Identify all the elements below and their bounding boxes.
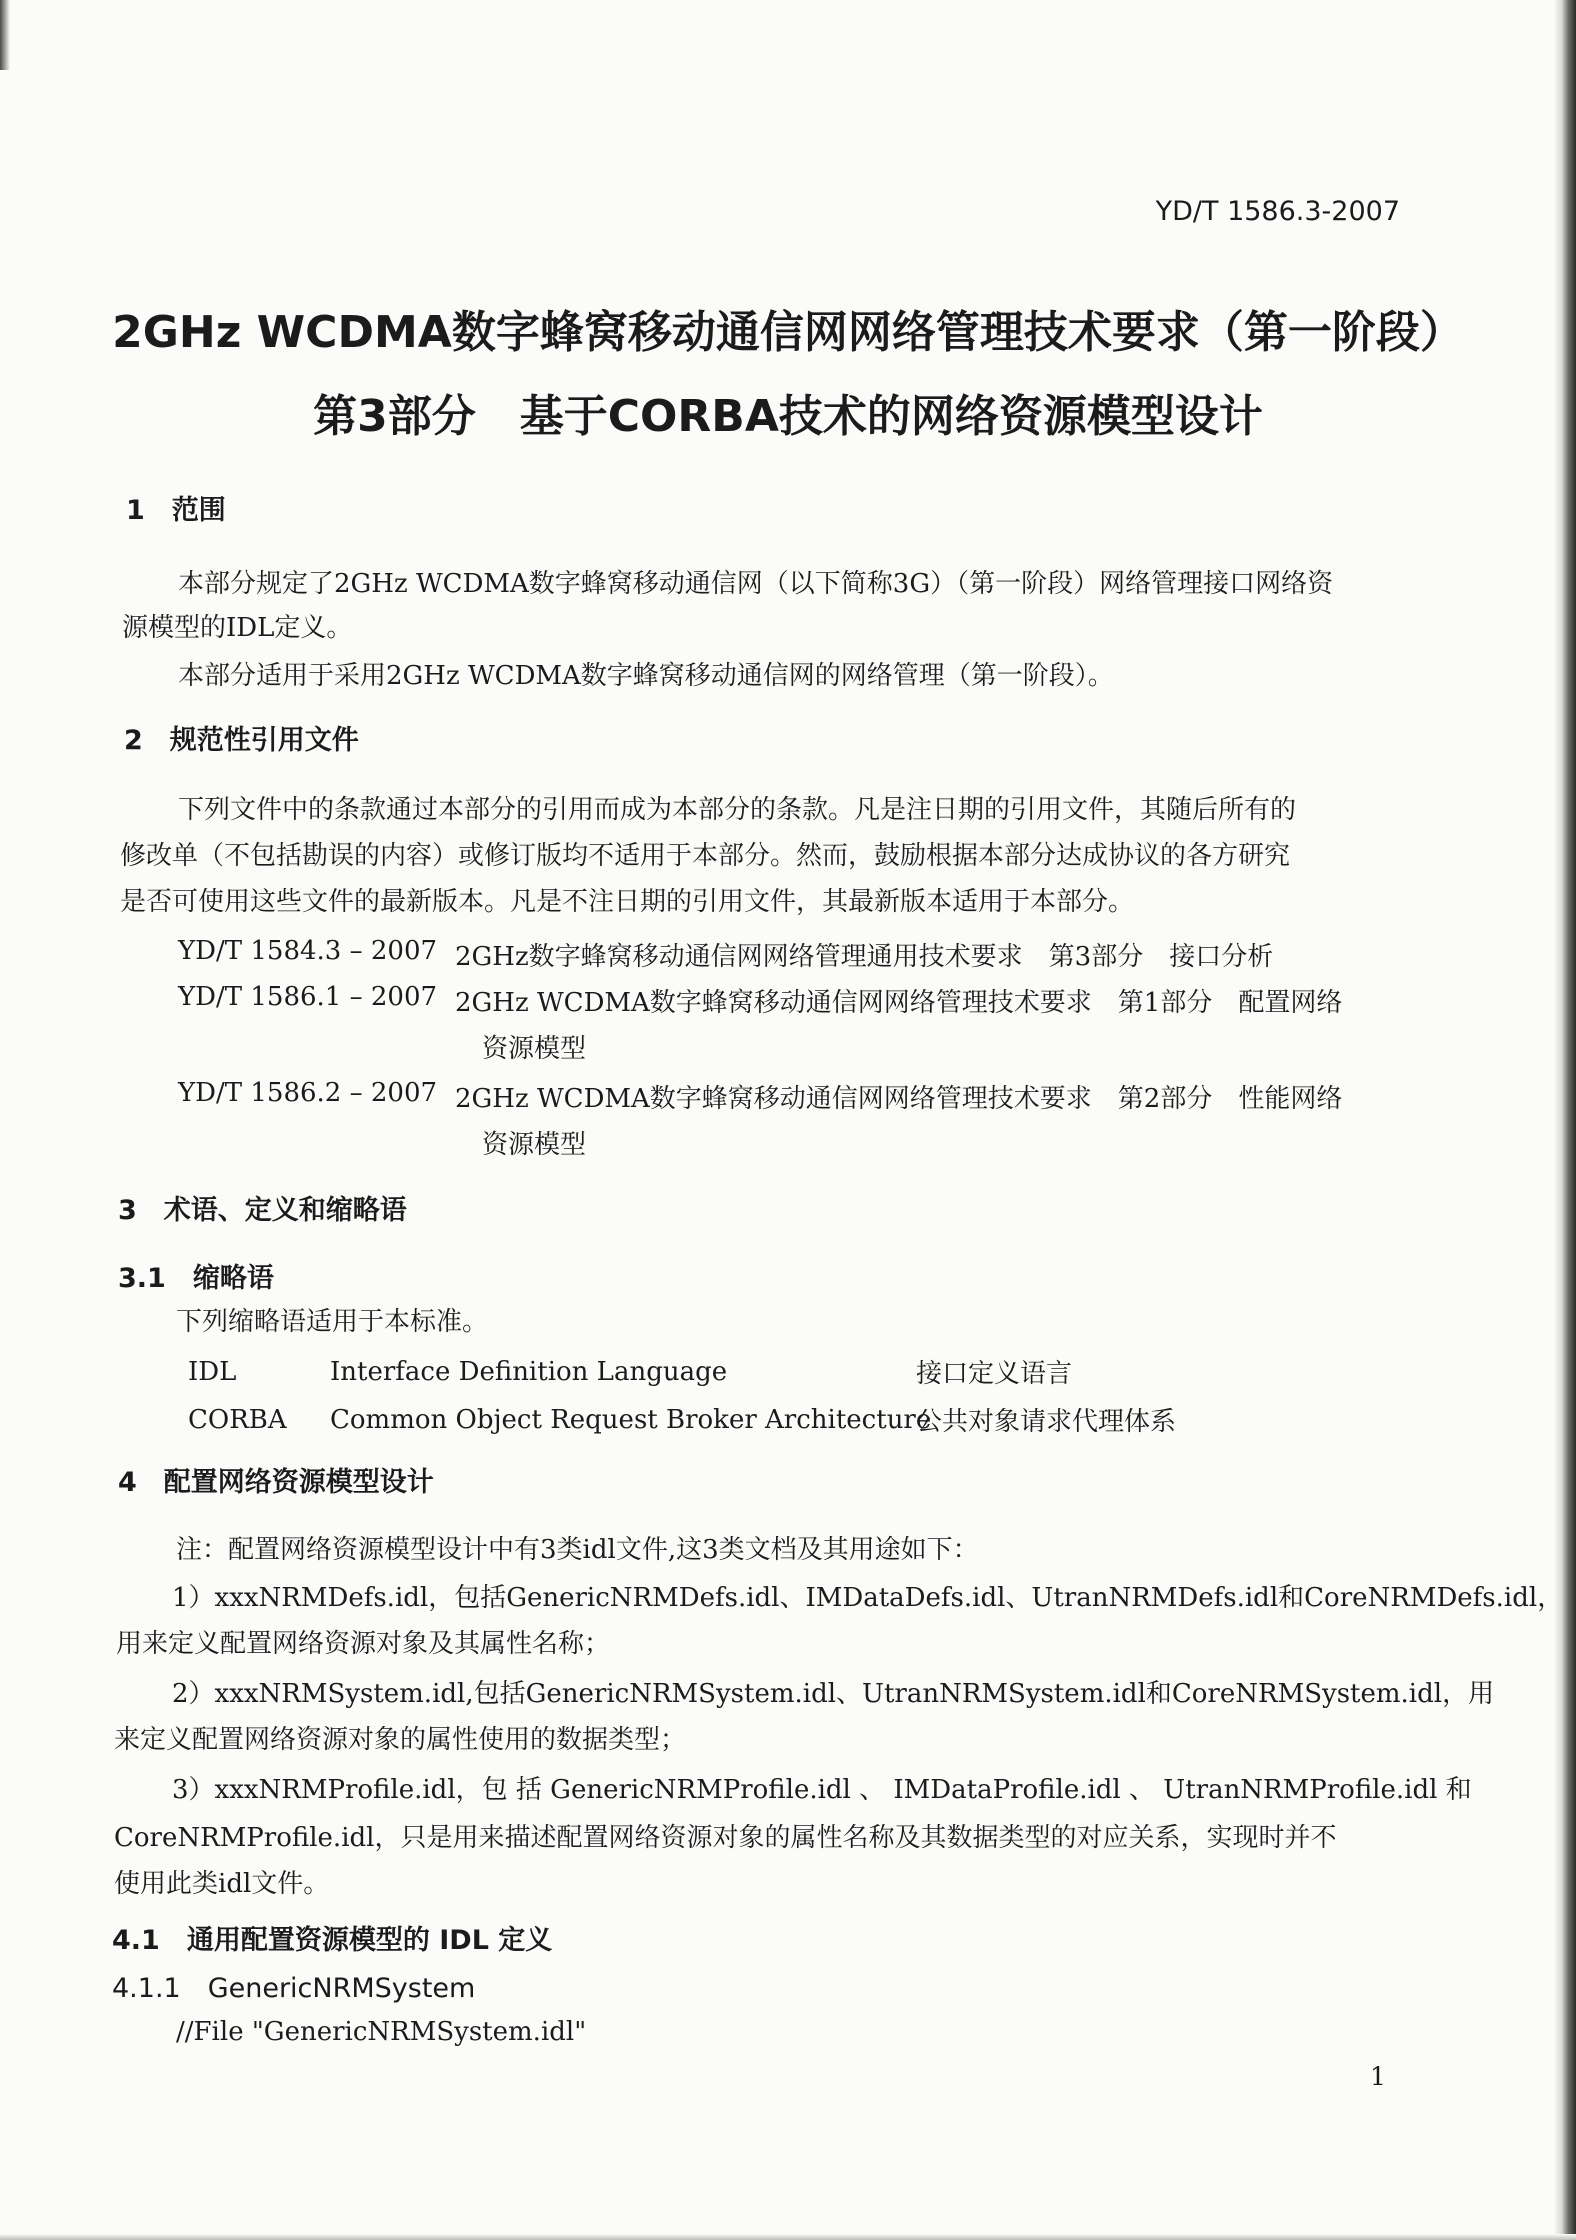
- section-2-paragraph-b: 修改单（不包括勘误的内容）或修订版均不适用于本部分。然而，鼓励根据本部分达成协议的各方研究: [120, 841, 1291, 871]
- reference-title-3: 2GHz WCDMA数字蜂窝移动通信网网络管理技术要求 第2部分 性能网络: [455, 1084, 1343, 1114]
- abbreviation-2-term: CORBA: [188, 1405, 287, 1435]
- abbreviation-1-term: IDL: [188, 1357, 237, 1387]
- section-4-heading: 4 配置网络资源模型设计: [118, 1467, 434, 1498]
- scan-shadow-left: [0, 0, 10, 70]
- document-title-line1: 2GHz WCDMA数字蜂窝移动通信网网络管理技术要求（第一阶段）: [112, 307, 1464, 358]
- section-4-item-3a: 3）xxxNRMProfile.idl，包 括 GenericNRMProfile.idl 、 IMDataProfile.idl 、 UtranNRMProfile.idl 和: [172, 1775, 1472, 1805]
- reference-title-1: 2GHz数字蜂窝移动通信网网络管理通用技术要求 第3部分 接口分析: [455, 942, 1274, 972]
- reference-title-2-continued: 资源模型: [482, 1034, 587, 1064]
- abbreviations-intro: 下列缩略语适用于本标准。: [176, 1307, 489, 1337]
- section-1-heading: 1 范围: [126, 495, 226, 526]
- scan-shadow-bottom: [0, 2234, 1576, 2240]
- section-4-item-1a: 1）xxxNRMDefs.idl，包括GenericNRMDefs.idl、IMDataDefs.idl、UtranNRMDefs.idl和CoreNRMDefs.idl，: [172, 1583, 1564, 1613]
- abbreviation-1-english: Interface Definition Language: [330, 1357, 728, 1387]
- section-3-1-heading: 3.1 缩略语: [118, 1263, 274, 1294]
- reference-code-1: YD/T 1584.3 – 2007: [178, 936, 438, 966]
- reference-code-2: YD/T 1586.1 – 2007: [178, 982, 438, 1012]
- section-2-paragraph-c: 是否可使用这些文件的最新版本。凡是不注日期的引用文件，其最新版本适用于本部分。: [120, 887, 1135, 917]
- section-1-paragraph-1a: 本部分规定了2GHz WCDMA数字蜂窝移动通信网（以下简称3G）（第一阶段）网络管理接口网络资: [178, 569, 1334, 599]
- section-4-1-heading: 4.1 通用配置资源模型的 IDL 定义: [112, 1925, 553, 1956]
- section-2-paragraph-a: 下列文件中的条款通过本部分的引用而成为本部分的条款。凡是注日期的引用文件，其随后所有的: [178, 795, 1297, 825]
- section-4-item-2b: 来定义配置网络资源对象的属性使用的数据类型；: [114, 1725, 687, 1755]
- page-number: 1: [1370, 2062, 1386, 2091]
- standard-number: YD/T 1586.3-2007: [1155, 196, 1400, 227]
- abbreviation-2-chinese: 公共对象请求代理体系: [916, 1407, 1177, 1437]
- section-4-1-1-heading: 4.1.1 GenericNRMSystem: [112, 1973, 476, 2004]
- abbreviation-2-english: Common Object Request Broker Architecture: [330, 1405, 932, 1435]
- section-4-item-3b: CoreNRMProfile.idl，只是用来描述配置网络资源对象的属性名称及其数据类型的对应关系，实现时并不: [114, 1823, 1337, 1853]
- section-4-note: 注：配置网络资源模型设计中有3类idl文件,这3类文档及其用途如下：: [176, 1535, 979, 1565]
- document-title-line2: 第3部分 基于CORBA技术的网络资源模型设计: [313, 391, 1263, 442]
- section-3-heading: 3 术语、定义和缩略语: [118, 1195, 407, 1226]
- reference-code-3: YD/T 1586.2 – 2007: [178, 1078, 438, 1108]
- reference-title-2: 2GHz WCDMA数字蜂窝移动通信网网络管理技术要求 第1部分 配置网络: [455, 988, 1343, 1018]
- section-1-paragraph-1b: 源模型的IDL定义。: [122, 613, 353, 643]
- section-4-item-3c: 使用此类idl文件。: [114, 1869, 330, 1899]
- section-2-heading: 2 规范性引用文件: [124, 725, 359, 756]
- section-4-item-2a: 2）xxxNRMSystem.idl,包括GenericNRMSystem.idl、UtranNRMSystem.idl和CoreNRMSystem.idl，用: [172, 1679, 1495, 1709]
- section-1-paragraph-2: 本部分适用于采用2GHz WCDMA数字蜂窝移动通信网的网络管理（第一阶段）。: [178, 661, 1114, 691]
- reference-title-3-continued: 资源模型: [482, 1130, 587, 1160]
- abbreviation-1-chinese: 接口定义语言: [916, 1359, 1073, 1389]
- section-4-item-1b: 用来定义配置网络资源对象及其属性名称；: [116, 1629, 611, 1659]
- idl-code-line: //File "GenericNRMSystem.idl": [176, 2017, 587, 2047]
